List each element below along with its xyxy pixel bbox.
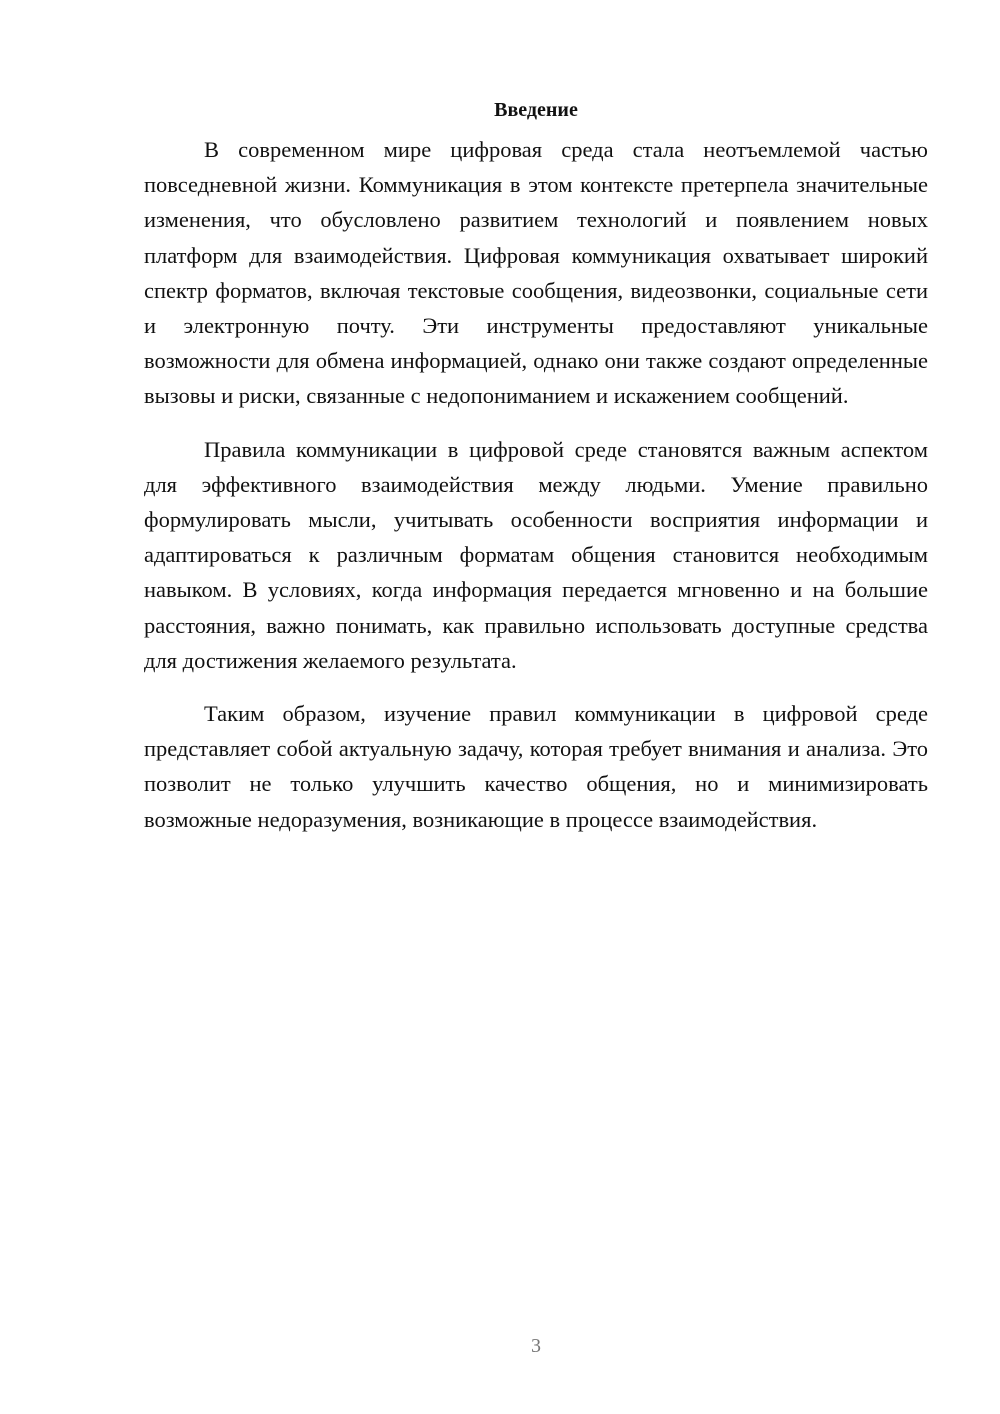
- section-heading: Введение: [494, 99, 578, 121]
- page-content: [144, 96, 928, 855]
- paragraph-1: В современном мире цифровая среда стала неотъемлемой частью повседневной жизни. Коммуникация в этом контексте претерпела значительные изменения, что обусловлено развитием технологий и появлением новых платформ для взаимодействия. Цифровая коммуникация охватывает широкий спектр форматов, включая текстовые сообщения, видеозвонки, социальные сети и электронную почту. Эти инструменты предоставляют уникальные возможности для обмена информацией, однако они также создают определенные вызовы и риски, связанные с недопониманием и искажением сообщений.: [144, 137, 928, 409]
- paragraph-3: Таким образом, изучение правил коммуникации в цифровой среде представляет собой актуальную задачу, которая требует внимания и анализа. Это позволит не только улучшить качество общения, но и минимизировать возможные недоразумения, возникающие в процессе взаимодействия.: [144, 701, 928, 832]
- page-number: 3: [531, 1335, 541, 1357]
- paragraph-2: Правила коммуникации в цифровой среде становятся важным аспектом для эффективного взаимодействия между людьми. Умение правильно формулировать мысли, учитывать особенности восприятия информации и адаптироваться к различным форматам общения становится необходимым навыком. В условиях, когда информация передается мгновенно и на большие расстояния, важно понимать, как правильно использовать доступные средства для достижения желаемого результата.: [144, 436, 928, 673]
